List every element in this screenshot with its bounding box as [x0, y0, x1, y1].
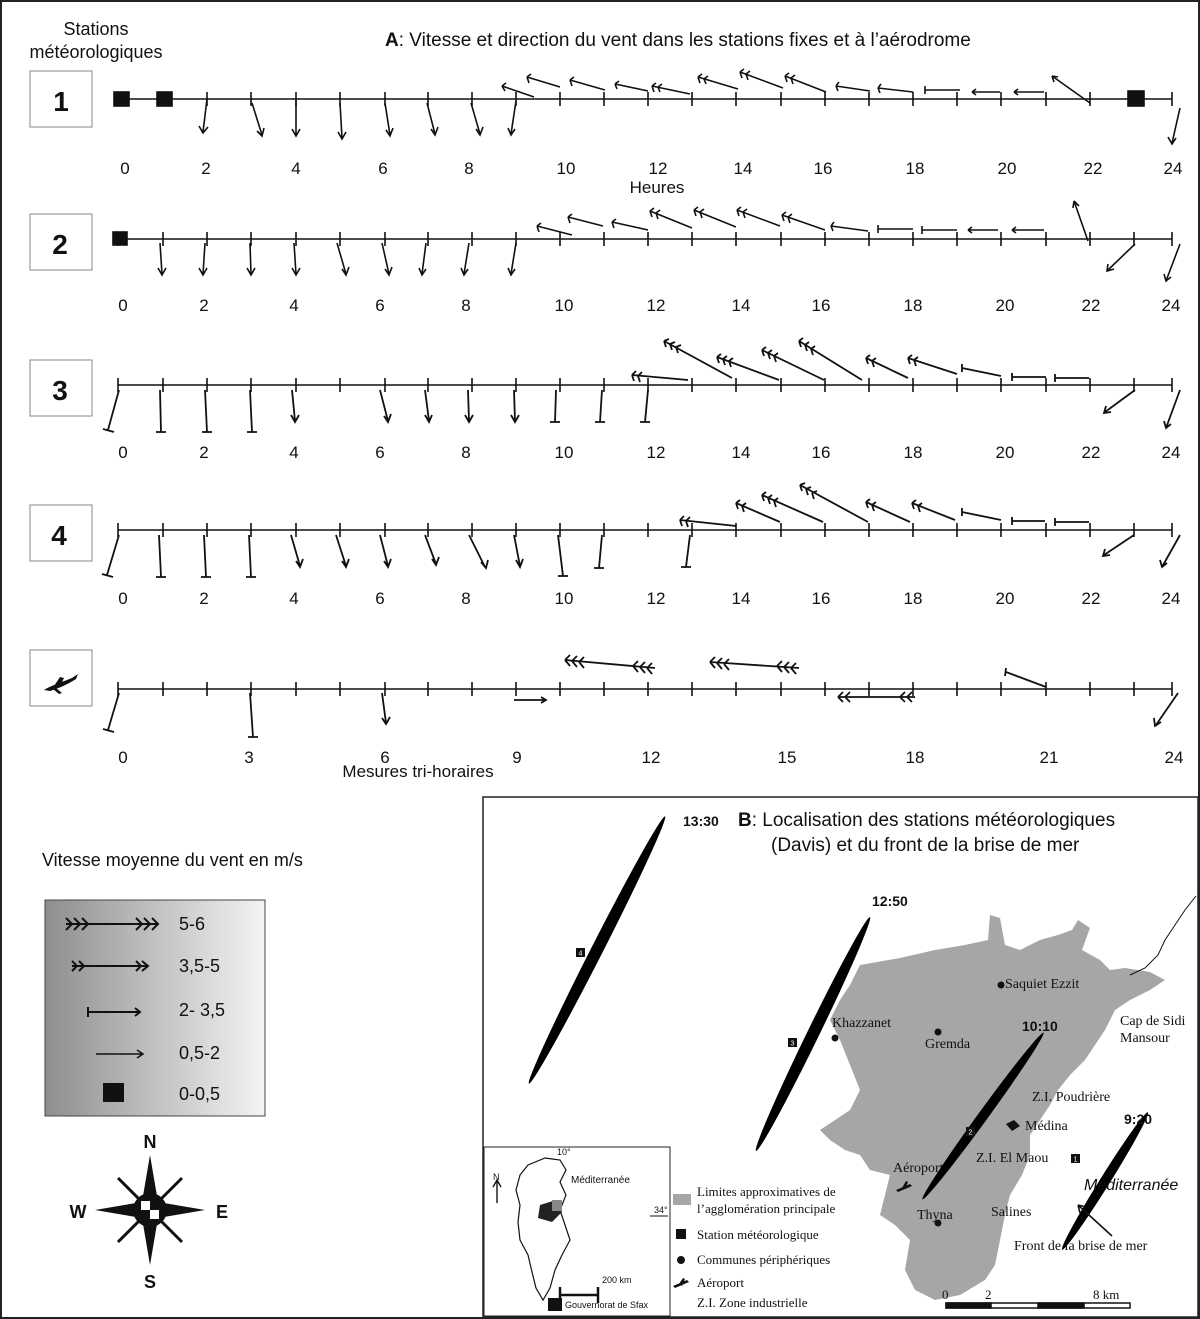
wind-arrow: [502, 83, 534, 97]
wind-arrow: [698, 74, 738, 89]
tick-label: 18: [903, 589, 923, 608]
panel-b-letter: B: [738, 810, 752, 831]
tick-label: 8: [461, 296, 471, 315]
tick-label: 21: [1039, 748, 1059, 767]
legend-agglo-swatch: [673, 1194, 691, 1205]
wind-arrow: [878, 225, 913, 233]
tick-label: 10: [554, 589, 574, 608]
wind-arrow: [1154, 693, 1178, 726]
tick-label: 20: [995, 589, 1015, 608]
wind-arrow: [469, 535, 488, 568]
wind-arrow: [594, 535, 604, 568]
wind-arrow: [650, 208, 692, 228]
tick-label: 16: [811, 296, 831, 315]
row-station-4: [30, 483, 1180, 608]
wind-arrow: [1055, 374, 1089, 382]
legend-agglo-line1: Limites approximatives de: [697, 1184, 836, 1199]
tick-label: 14: [731, 589, 751, 608]
place-front-label: Front de la brise de mer: [1014, 1239, 1148, 1254]
wind-arrow: [866, 499, 910, 522]
station-3-label: 3: [52, 375, 68, 406]
tick-label: 6: [375, 589, 385, 608]
wind-arrow: [337, 243, 349, 275]
place-zi-el-maou: Z.I. El Maou: [976, 1151, 1049, 1166]
place-cap-line1: Cap de Sidi: [1120, 1014, 1186, 1029]
tick-label: 18: [905, 159, 925, 178]
wind-arrow: [615, 81, 648, 91]
wind-arrow: [419, 243, 426, 275]
station-marker-label: 1: [1073, 1156, 1078, 1164]
wind-arrow: [710, 657, 799, 674]
inset-north-label: N: [493, 1172, 500, 1182]
wind-arrow: [1012, 227, 1044, 233]
station-1-label: 1: [53, 86, 69, 117]
wind-arrow: [511, 390, 519, 422]
wind-arrow: [878, 84, 913, 93]
tick-label: 8: [464, 159, 474, 178]
legend-agglo-line2: l’agglomération principale: [697, 1201, 836, 1216]
wind-arrow: [922, 226, 957, 234]
wind-arrow: [680, 516, 736, 527]
compass-rose-icon: [95, 1155, 205, 1265]
tick-label: 10: [556, 159, 576, 178]
scale-eight: 8 km: [1093, 1287, 1120, 1302]
tick-label: 18: [903, 443, 923, 462]
legend-label: 0-0,5: [179, 1084, 221, 1104]
tick-label: 12: [641, 748, 661, 767]
tick-label: 2: [199, 296, 209, 315]
wind-arrow: [912, 500, 955, 520]
wind-arrow: [247, 243, 255, 275]
wind-arrow: [1103, 535, 1134, 556]
legend-communes-dot: [677, 1256, 685, 1264]
wind-arrow: [527, 74, 560, 87]
wind-arrow: [1012, 517, 1045, 525]
calm-square: [114, 92, 129, 106]
wind-arrow: [537, 223, 572, 235]
place-mediterranee: Méditerranée: [1084, 1177, 1179, 1194]
inset-lon: 10°: [557, 1147, 571, 1157]
wind-arrow: [1012, 373, 1046, 381]
wind-arrow: [736, 500, 780, 522]
wind-arrow: [471, 103, 483, 135]
tick-label: 0: [118, 443, 128, 462]
legend-symbol-0-0-5: [103, 1083, 124, 1102]
wind-arrow: [908, 355, 957, 374]
wind-arrow: [762, 347, 824, 380]
inset-km: 200 km: [602, 1275, 632, 1285]
wind-arrows-airport: [103, 655, 1178, 737]
wind-arrow: [514, 697, 546, 703]
wind-arrow: [427, 103, 438, 135]
wind-arrow: [1055, 518, 1089, 526]
commune-dot: [935, 1029, 942, 1036]
place-zi-poudriere: Z.I. Poudrière: [1032, 1090, 1111, 1105]
wind-arrow: [508, 101, 516, 135]
wind-arrow: [1107, 244, 1135, 271]
commune-dot: [832, 1035, 839, 1042]
legend-label: 5-6: [179, 914, 206, 934]
wind-arrow: [962, 364, 1001, 376]
inset-lat: 34°: [654, 1205, 668, 1215]
wind-arrows-1: [114, 69, 1180, 144]
wind-arrow: [1168, 108, 1180, 144]
tick-label: 12: [646, 589, 666, 608]
tick-label: 16: [811, 443, 831, 462]
panel-a-title-text: : Vitesse et direction du vent dans les stations fixes et à l’aérodrome: [398, 30, 971, 51]
wind-arrow: [1164, 390, 1180, 428]
wind-arrow: [292, 243, 300, 275]
wind-arrow: [461, 243, 469, 275]
legend-label: 3,5-5: [179, 956, 221, 976]
stations-header-line1: Stations: [63, 19, 129, 39]
panel-b-title-text: : Localisation des stations météorologiques: [751, 810, 1116, 831]
panel-b-title-line2: (Davis) et du front de la brise de mer: [771, 835, 1080, 856]
inset-gouv-swatch: [548, 1298, 562, 1311]
tick-label: 0: [118, 748, 128, 767]
tick-label: 18: [905, 748, 925, 767]
tick-label: 20: [995, 443, 1015, 462]
wind-arrow: [558, 535, 568, 576]
wind-arrow: [836, 82, 870, 91]
front-time-label: 10:10: [1022, 1018, 1058, 1034]
tick-label: 4: [289, 443, 299, 462]
tick-label: 0: [118, 589, 128, 608]
tick-label: 20: [995, 296, 1015, 315]
wind-arrow: [336, 535, 349, 567]
place-cap-line2: Mansour: [1120, 1031, 1170, 1046]
hour-ticks-2: [118, 296, 1180, 315]
tick-label: 6: [378, 159, 388, 178]
wind-arrow: [694, 207, 736, 227]
tick-label: 14: [731, 443, 751, 462]
wind-arrow: [785, 73, 826, 92]
panel-a-title: [385, 30, 971, 51]
sfax-highlight: [552, 1200, 562, 1211]
legend-zi-text: Z.I. Zone industrielle: [697, 1295, 808, 1310]
wind-arrow: [1005, 668, 1046, 687]
tick-label: 2: [199, 589, 209, 608]
wind-arrow: [632, 371, 688, 382]
wind-arrow: [102, 535, 119, 577]
wind-arrow: [465, 390, 473, 422]
wind-arrow: [640, 390, 650, 422]
legend-station-swatch: [676, 1229, 686, 1239]
wind-arrows-2: [113, 201, 1180, 281]
tick-label: 14: [733, 159, 753, 178]
xlabel-heures: Heures: [629, 178, 685, 197]
tick-label: 12: [648, 159, 668, 178]
commune-dot: [998, 982, 1005, 989]
wind-arrow: [425, 535, 439, 565]
wind-arrow: [1104, 390, 1135, 413]
panel-a-letter: A: [385, 30, 399, 51]
trihour-ticks: [118, 748, 1183, 767]
scale-two: 2: [985, 1287, 992, 1302]
wind-arrow: [925, 86, 960, 94]
wind-arrow: [202, 390, 212, 432]
calm-square: [157, 92, 172, 106]
wind-arrow: [156, 390, 166, 432]
tick-label: 24: [1163, 159, 1183, 178]
wind-arrow: [508, 243, 516, 275]
station-marker-label: 4: [578, 950, 583, 958]
row-station-1: [30, 69, 1182, 197]
wind-arrow: [1014, 89, 1044, 95]
front-time-label: 12:50: [872, 893, 908, 909]
hour-ticks-3: [118, 443, 1180, 462]
compass-w: W: [69, 1202, 87, 1222]
tick-label: 22: [1081, 589, 1101, 608]
wind-arrow: [831, 222, 868, 231]
tick-label: 0: [120, 159, 130, 178]
wind-arrow: [380, 390, 391, 422]
place-saquiet-ezzit: Saquiet Ezzit: [1005, 977, 1080, 992]
row-station-3: [30, 338, 1180, 462]
tick-label: 20: [997, 159, 1017, 178]
tick-label: 15: [777, 748, 797, 767]
hour-ticks-4: [118, 589, 1180, 608]
wind-arrow: [568, 214, 603, 226]
compass-s: S: [143, 1272, 157, 1292]
place-thyna: Thyna: [917, 1208, 953, 1223]
wind-arrow: [1164, 244, 1180, 281]
tick-label: 24: [1161, 443, 1181, 462]
tick-label: 3: [244, 748, 254, 767]
legend-label: 0,5-2: [179, 1043, 221, 1063]
tick-label: 6: [380, 748, 390, 767]
tick-label: 16: [813, 159, 833, 178]
wind-arrow: [565, 655, 655, 674]
wind-arrow: [199, 243, 207, 275]
wind-arrow: [248, 693, 258, 737]
row-station-2: [30, 201, 1180, 315]
wind-arrow: [799, 338, 862, 380]
tick-label: 8: [461, 589, 471, 608]
scale-zero: 0: [942, 1287, 949, 1302]
station-2-label: 2: [52, 229, 68, 260]
wind-arrow: [570, 77, 605, 90]
tick-label: 4: [291, 159, 301, 178]
legend-airport-text: Aéroport: [697, 1275, 744, 1290]
wind-arrow: [338, 103, 346, 139]
wind-arrow: [103, 693, 119, 732]
wind-arrow: [737, 207, 780, 226]
place-gremda: Gremda: [925, 1037, 971, 1052]
legend-station-text: Station météorologique: [697, 1227, 819, 1242]
place-medina: Médina: [1025, 1119, 1068, 1134]
legend-label: 2- 3,5: [179, 1000, 226, 1020]
place-aeroport: Aéroport: [893, 1161, 944, 1176]
wind-arrow: [201, 535, 211, 577]
tick-label: 0: [118, 296, 128, 315]
wind-arrow: [838, 692, 915, 702]
tick-label: 10: [554, 443, 574, 462]
wind-arrow: [158, 243, 166, 275]
tick-label: 18: [903, 296, 923, 315]
inset-med: Méditerranée: [571, 1175, 630, 1186]
tick-label: 16: [811, 589, 831, 608]
station-4-label: 4: [51, 520, 67, 551]
wind-arrow: [156, 535, 166, 577]
tick-label: 4: [289, 296, 299, 315]
tick-label: 2: [201, 159, 211, 178]
tick-label: 6: [375, 296, 385, 315]
row-aerodrome: [30, 650, 1183, 781]
tick-label: 22: [1081, 296, 1101, 315]
scale-bar: [946, 1303, 1130, 1308]
wind-arrow: [382, 243, 392, 275]
wind-arrow: [681, 535, 691, 567]
wind-arrow: [612, 219, 648, 230]
wind-arrow: [291, 390, 299, 422]
wind-arrow: [380, 535, 391, 567]
tick-label: 8: [461, 443, 471, 462]
inset-frame: [484, 1147, 670, 1316]
calm-square: [1128, 91, 1144, 106]
place-khazzanet: Khazzanet: [832, 1016, 892, 1031]
tick-label: 12: [646, 443, 666, 462]
tick-label: 22: [1081, 443, 1101, 462]
tick-label: 24: [1161, 296, 1181, 315]
wind-arrow: [252, 103, 264, 136]
tick-label: 24: [1164, 748, 1184, 767]
front-time-label: 13:30: [683, 813, 719, 829]
legend-title: Vitesse moyenne du vent en m/s: [42, 850, 303, 870]
tick-label: 9: [512, 748, 522, 767]
compass-e: E: [215, 1202, 229, 1222]
tick-label: 2: [199, 443, 209, 462]
xlabel-trihoraire: Mesures tri-horaires: [342, 762, 494, 781]
wind-arrow: [968, 227, 998, 233]
station-marker-label: 3: [790, 1040, 795, 1048]
wind-arrow: [782, 212, 825, 230]
wind-arrow: [595, 390, 605, 422]
legend-communes-text: Communes périphériques: [697, 1252, 831, 1267]
wind-arrow: [972, 89, 1000, 95]
wind-arrow: [103, 390, 119, 432]
station-marker-label: 2: [968, 1129, 973, 1137]
tick-label: 10: [554, 296, 574, 315]
panel-b-title-line1: [738, 810, 1115, 831]
tick-label: 24: [1161, 589, 1181, 608]
wind-arrow: [382, 693, 390, 724]
hour-ticks-1: [120, 159, 1182, 178]
wind-arrow: [550, 390, 560, 422]
calm-square: [113, 232, 127, 245]
wind-arrow: [740, 69, 783, 88]
wind-arrow: [514, 535, 523, 567]
compass-n: N: [143, 1132, 157, 1152]
tick-label: 6: [375, 443, 385, 462]
tick-label: 22: [1083, 159, 1103, 178]
wind-arrow: [1073, 201, 1088, 241]
inset-gouv-text: Gouvernorat de Sfax: [565, 1300, 649, 1310]
tick-label: 12: [646, 296, 666, 315]
tick-label: 14: [731, 296, 751, 315]
tick-label: 4: [289, 589, 299, 608]
legend-box: [45, 900, 265, 1116]
wind-arrow: [1160, 535, 1180, 567]
wind-arrow: [291, 535, 303, 567]
wind-arrow: [962, 508, 1001, 520]
wind-arrow: [247, 390, 257, 432]
wind-arrow: [425, 390, 432, 422]
front-time-label: 9:20: [1124, 1111, 1153, 1127]
wind-arrow: [246, 535, 256, 577]
wind-arrow: [385, 103, 393, 136]
wind-arrow: [652, 83, 690, 94]
place-salines: Salines: [991, 1205, 1032, 1220]
stations-header-line2: météorologiques: [29, 42, 163, 62]
wind-arrow: [866, 355, 908, 378]
